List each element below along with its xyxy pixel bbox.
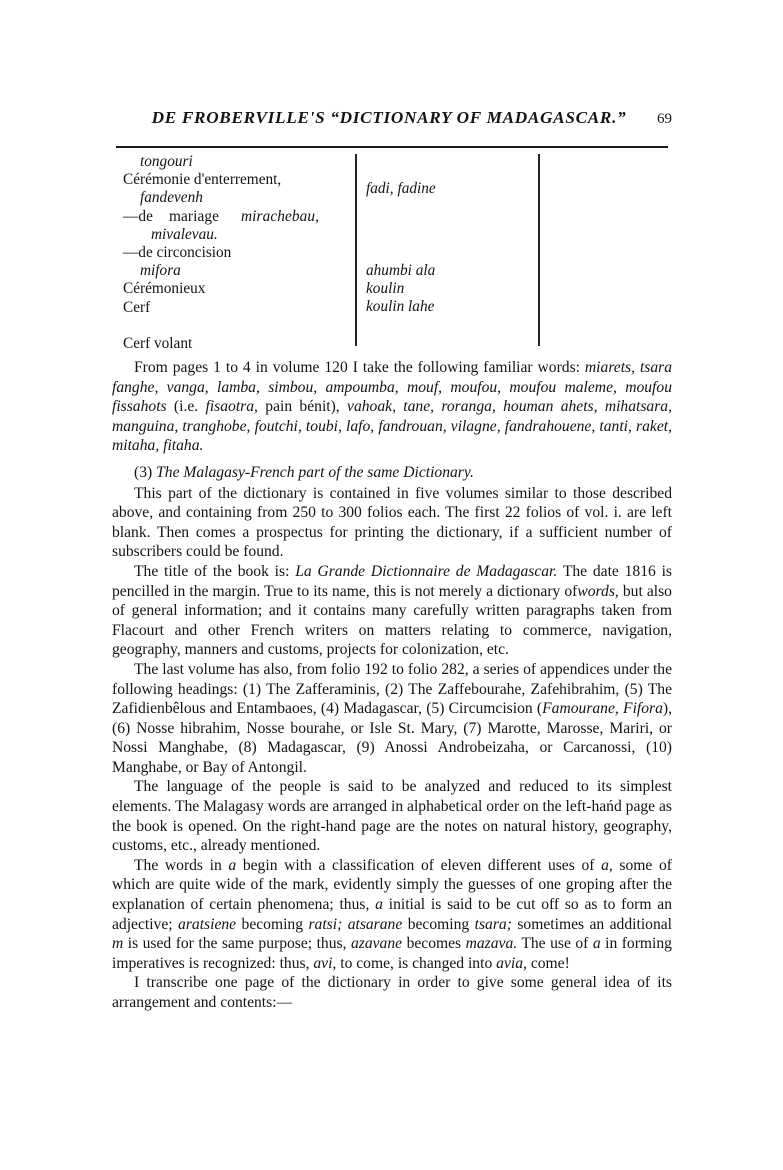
table-column-rule-1	[355, 154, 357, 346]
letter-a-italic-2: a,	[601, 856, 613, 874]
letter-a-text-2: some of which are quite wide of the mark, evidently simply the guesses of one groping after the explanation of certain phenomena; thus,	[112, 856, 672, 914]
letter-a-text-8: becomes	[406, 935, 462, 953]
paragraph-title-body: The date 1816 is pencilled in the margin. True to its name, this is not merely a dictionary of	[112, 562, 672, 600]
table-blank-line	[123, 317, 351, 335]
letter-a-text-10: in forming imperatives is recognized: thus,	[112, 935, 672, 972]
running-head	[112, 108, 672, 134]
table-blank-line	[366, 153, 531, 171]
table-cell: koulin	[366, 280, 405, 298]
letter-m-italic: m	[112, 935, 124, 953]
word-list-pain-benit: pain bénit),	[265, 398, 340, 416]
table-top-rule	[116, 146, 668, 148]
table-cell: Cérémonieux	[123, 280, 206, 298]
letter-a-lead: The words in	[134, 856, 222, 874]
table-cell: mivalevau.	[151, 225, 218, 243]
word-tsara: tsara;	[474, 915, 512, 933]
appendix-famourane-fifora: Famourane, Fifora	[542, 700, 663, 718]
paragraph-transcribe: I transcribe one page of the dictionary in order to give some general idea of its arrangement and contents:—	[112, 974, 672, 1011]
word-words-italic: words	[577, 582, 615, 600]
paragraph-appendices	[112, 660, 672, 778]
paragraph-letter-a-uses	[112, 856, 672, 974]
word-avia: avia,	[496, 954, 527, 972]
paragraph-title-tail: , but also of general information; and it contains many carefully written paragraphs taken from Flacourt and other French writers on matters relating to commerce, navigation, geography, manners and customs, projects for colonization, etc.	[112, 582, 672, 659]
table-blank-line	[366, 171, 531, 180]
letter-a-text-5: becoming	[407, 915, 470, 933]
letter-a-italic-4: a	[592, 935, 601, 953]
table-cell: tongouri	[140, 153, 193, 170]
table-cell: Cérémonie d'enterrement,	[123, 171, 282, 189]
malagasy-word-list-part2: vahoak, tane, roranga, houman ahets, mihatsara, manguina, tranghobe, foutchi, toubi, lafo, fandrouan, vilagne, fandrahouene, tanti, raket, mitaha, fitaha.	[112, 398, 672, 455]
body-text	[112, 358, 672, 1013]
page-number: 69	[657, 111, 672, 127]
paragraph-five-volumes: This part of the dictionary is contained in five volumes similar to those described above, and containing from 250 to 300 folios each. The first 22 folios of vol. i. are left blank. Then comes a prospectus for printing the dictionary, if a sufficient number of subscribers could be found.	[112, 484, 672, 561]
letter-a-text-6: sometimes an additional	[517, 915, 672, 933]
letter-a-text-12: come!	[530, 954, 570, 972]
letter-a-text-9: The use of	[521, 935, 589, 953]
table-cell: —de mariage mirachebau,	[123, 207, 320, 225]
table-cell: fandevenh	[140, 189, 203, 207]
table-column-malagasy-french	[123, 153, 351, 353]
letter-a-text-11: to come, is changed into	[340, 954, 493, 972]
appendices-tail: ), (6) Nosse hibrahim, Nosse bourahe, or Isle St. Mary, (7) Marotte, Marosse, Mariri, or Nossi Manghabe, (8) Madagascar, (9) Anossi Androbeizaha, or Carcanossi, (10) Manghabe, or Bay of Antongil.	[112, 700, 673, 776]
book-title-italic: La Grande Dictionnaire de Madagascar.	[295, 562, 558, 580]
paragraph-book-title	[112, 562, 672, 660]
table-cell: koulin lahe	[366, 298, 435, 316]
word-azavane: azavane	[350, 935, 403, 953]
table-blank-line	[366, 253, 531, 262]
letter-a-text-4: becoming	[241, 915, 304, 933]
table-cell: ahumbi ala	[366, 261, 436, 279]
table-cell: Cerf volant	[123, 335, 193, 353]
section-heading-3	[112, 463, 672, 483]
word-ratsi-atsarane: ratsi; atsarane	[308, 915, 403, 933]
running-head-title: DE FROBERVILLE'S “DICTIONARY OF MADAGASCAR.”	[151, 108, 627, 127]
paragraph-lead-text: From pages 1 to 4 in volume 120 I take the following familiar words:	[134, 359, 580, 376]
section-title: The Malagasy-French part of the same Dictionary.	[156, 463, 474, 481]
word-mazava: mazava.	[465, 935, 518, 953]
table-column-rule-2	[538, 154, 540, 346]
paragraph-title-lead: The title of the book is:	[134, 562, 290, 580]
letter-a-italic-3: a	[375, 896, 383, 914]
word-aratsiene: aratsiene	[178, 915, 237, 933]
table-blank-line	[366, 235, 531, 253]
table-cell: fadi, fadine	[366, 180, 436, 198]
letter-a-text-3: initial is said to be cut off so as to form an adjective;	[112, 896, 672, 933]
table-column-equivalents	[366, 153, 531, 317]
table-blank-line	[366, 198, 531, 234]
table-cell: mifora	[140, 262, 181, 280]
table-cell: —de circoncision	[123, 244, 232, 262]
table-cell-italic-term: mirachebau,	[241, 207, 320, 225]
dictionary-specimen-table	[116, 146, 668, 353]
letter-a-italic-1: a	[228, 856, 237, 874]
word-avi: avi,	[313, 954, 337, 972]
table-cell: Cerf	[123, 298, 151, 316]
letter-a-text-1: begin with a classification of eleven different uses of	[242, 856, 595, 874]
word-list-ie: (i.e.	[173, 398, 199, 416]
paragraph-language-elements: The language of the people is said to be analyzed and reduced to its simplest elements. The Malagasy words are arranged in alphabetical order on the left-hańd page as the book is opened. On the right-hand page are the notes on natural history, geography, customs, etc., already mentioned.	[112, 778, 672, 855]
paragraph-familiar-words	[112, 358, 672, 456]
appendices-lead: The last volume has also, from folio 192 to folio 282, a series of appendices under the following headings: (1) The Zafferaminis, (2) The Zaffebourahe, Zafehibrahim, (5) The Zafidienbêlous and Entambaoes, (4) Madagascar, (5) Circumcision (	[112, 660, 672, 718]
section-number: (3)	[134, 463, 153, 481]
malagasy-word-list-part1: miarets, tsara fanghe, vanga, lamba, simbou, ampoumba, mouf, moufou, moufou maleme, moufou fissahots	[112, 359, 673, 416]
word-list-fisaotra: fisaotra,	[205, 398, 258, 416]
letter-a-text-7: is used for the same purpose; thus,	[127, 935, 347, 953]
